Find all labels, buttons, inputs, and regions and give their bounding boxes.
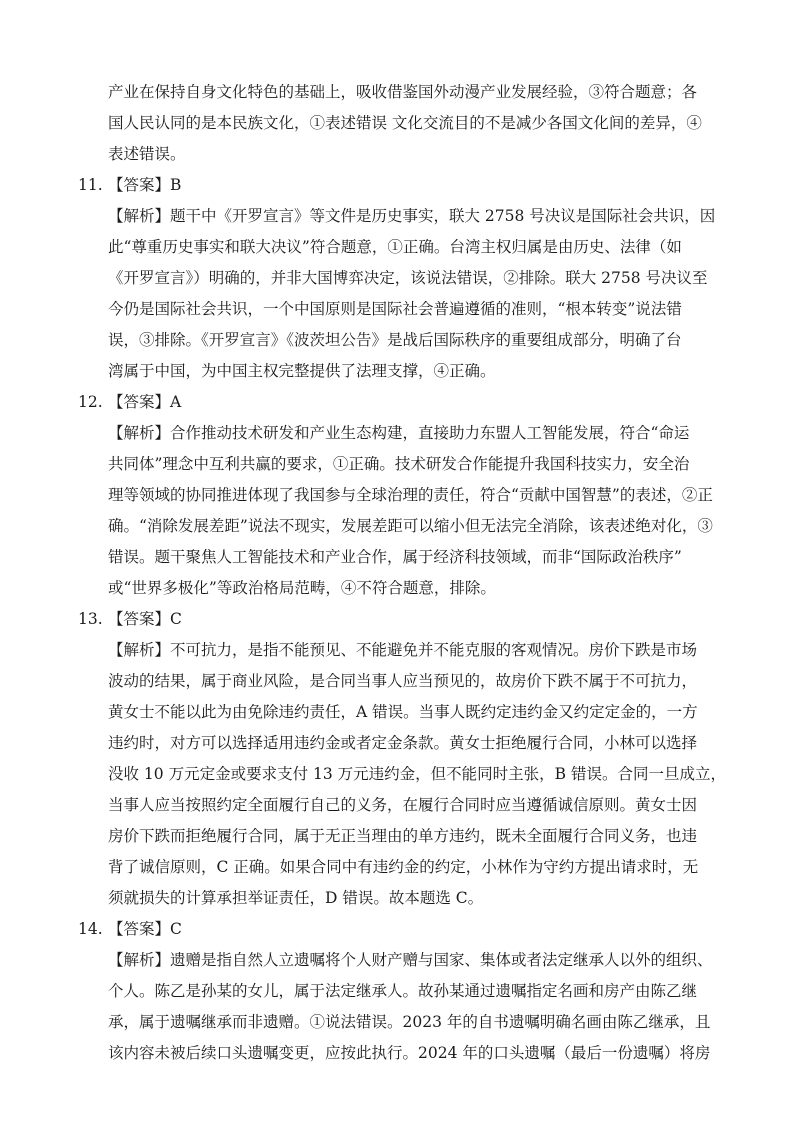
- question-number: 12.: [78, 393, 103, 411]
- answer-item-14: [78, 914, 726, 1069]
- answer-line: [78, 387, 726, 418]
- intro-paragraph: [78, 77, 726, 170]
- answer-item-13: [78, 604, 726, 914]
- answer-line: [78, 170, 726, 201]
- analysis-line: 房价下跌而拒绝履行合同，属于无正当理由的单方违约，既未全面履行合同义务，也违: [108, 827, 698, 845]
- analysis-line: 此“尊重历史事实和联大决议”符合题意，①正确。台湾主权归属是由历史、法律（如: [108, 238, 682, 256]
- analysis-line: 今仍是国际社会共识，一个中国原则是国际社会普遍遵循的准则，“根本转变”说法错: [108, 300, 682, 318]
- analysis-line: 理等领域的协同推进体现了我国参与全球治理的责任，符合“贡献中国智慧”的表述，②正: [108, 486, 713, 504]
- analysis-line: 个人。陈乙是孙某的女儿，属于法定继承人。故孙某通过遗嘱指定名画和房产由陈乙继: [108, 982, 698, 1000]
- analysis-line: 【解析】题干中《开罗宣言》等文件是历史事实，联大 2758 号决议是国际社会共识，因: [108, 207, 716, 225]
- analysis-line: 误，③排除。《开罗宣言》《波茨坦公告》是战后国际秩序的重要组成部分，明确了台: [108, 331, 682, 349]
- analysis-line: 该内容未被后续口头遗嘱变更，应按此执行。2024 年的口头遗嘱（最后一份遗嘱）将房: [108, 1044, 711, 1062]
- answer-line: [78, 914, 726, 945]
- question-number: 11.: [78, 176, 103, 194]
- analysis-line: 确。“消除发展差距”说法不现实，发展差距可以缩小但无法完全消除，该表述绝对化，③: [108, 517, 713, 535]
- analysis-line: 承，属于遗嘱继承而非遗赠。①说法错误。2023 年的自书遗嘱明确名画由陈乙继承，且: [108, 1013, 711, 1031]
- answer-label: 【答案】C: [108, 920, 182, 938]
- analysis-line: 错误。题干聚焦人工智能技术和产业合作，属于经济科技领域，而非“国际政治秩序”: [108, 548, 682, 566]
- analysis-line: 背了诚信原则，C 正确。如果合同中有违约金的约定，小林作为守约方提出请求时，无: [108, 858, 699, 876]
- document-content: [78, 77, 726, 1069]
- analysis-line: 湾属于中国，为中国主权完整提供了法理支撑，④正确。: [108, 362, 496, 380]
- text-line: 表述错误。: [108, 145, 186, 163]
- analysis-line: 共同体”理念中互利共赢的要求，①正确。技术研发合作能提升我国科技实力，安全治: [108, 455, 690, 473]
- answer-item-11: [78, 170, 726, 387]
- analysis-line: 【解析】合作推动技术研发和产业生态构建，直接助力东盟人工智能发展，符合“命运: [108, 424, 690, 442]
- text-line: 国人民认同的是本民族文化，①表述错误 文化交流目的不是减少各国文化间的差异，④: [108, 114, 702, 132]
- analysis-line: 《开罗宣言》）明确的，并非大国博弈决定，该说法错误，②排除。联大 2758 号决议至: [108, 269, 708, 287]
- analysis-line: 或“世界多极化”等政治格局范畴，④不符合题意，排除。: [108, 579, 496, 597]
- analysis-line: 没收 10 万元定金或要求支付 13 万元违约金，但不能同时主张，B 错误。合同一旦成立，: [108, 765, 726, 783]
- analysis-line: 波动的结果，属于商业风险，是合同当事人应当预见的，故房价下跌不属于不可抗力，: [108, 672, 698, 690]
- analysis-line: 违约时，对方可以选择适用违约金或者定金条款。黄女士拒绝履行合同，小林可以选择: [108, 734, 698, 752]
- question-number: 14.: [78, 920, 103, 938]
- answer-label: 【答案】A: [108, 393, 182, 411]
- analysis-line: 【解析】遗赠是指自然人立遗嘱将个人财产赠与国家、集体或者法定继承人以外的组织、: [108, 951, 713, 969]
- analysis-line: 【解析】不可抗力，是指不能预见、不能避免并不能克服的客观情况。房价下跌是市场: [108, 641, 698, 659]
- analysis-line: 黄女士不能以此为由免除违约责任，A 错误。当事人既约定违约金又约定定金的，一方: [108, 703, 698, 721]
- analysis-line: 须就损失的计算承担举证责任，D 错误。故本题选 C。: [108, 889, 484, 907]
- answer-label: 【答案】C: [108, 610, 182, 628]
- answer-line: [78, 604, 726, 635]
- analysis-line: 当事人应当按照约定全面履行自己的义务，在履行合同时应当遵循诚信原则。黄女士因: [108, 796, 698, 814]
- text-line: 产业在保持自身文化特色的基础上，吸收借鉴国外动漫产业发展经验，③符合题意；各: [108, 83, 698, 101]
- answer-item-12: [78, 387, 726, 604]
- answer-label: 【答案】B: [108, 176, 182, 194]
- question-number: 13.: [78, 610, 103, 628]
